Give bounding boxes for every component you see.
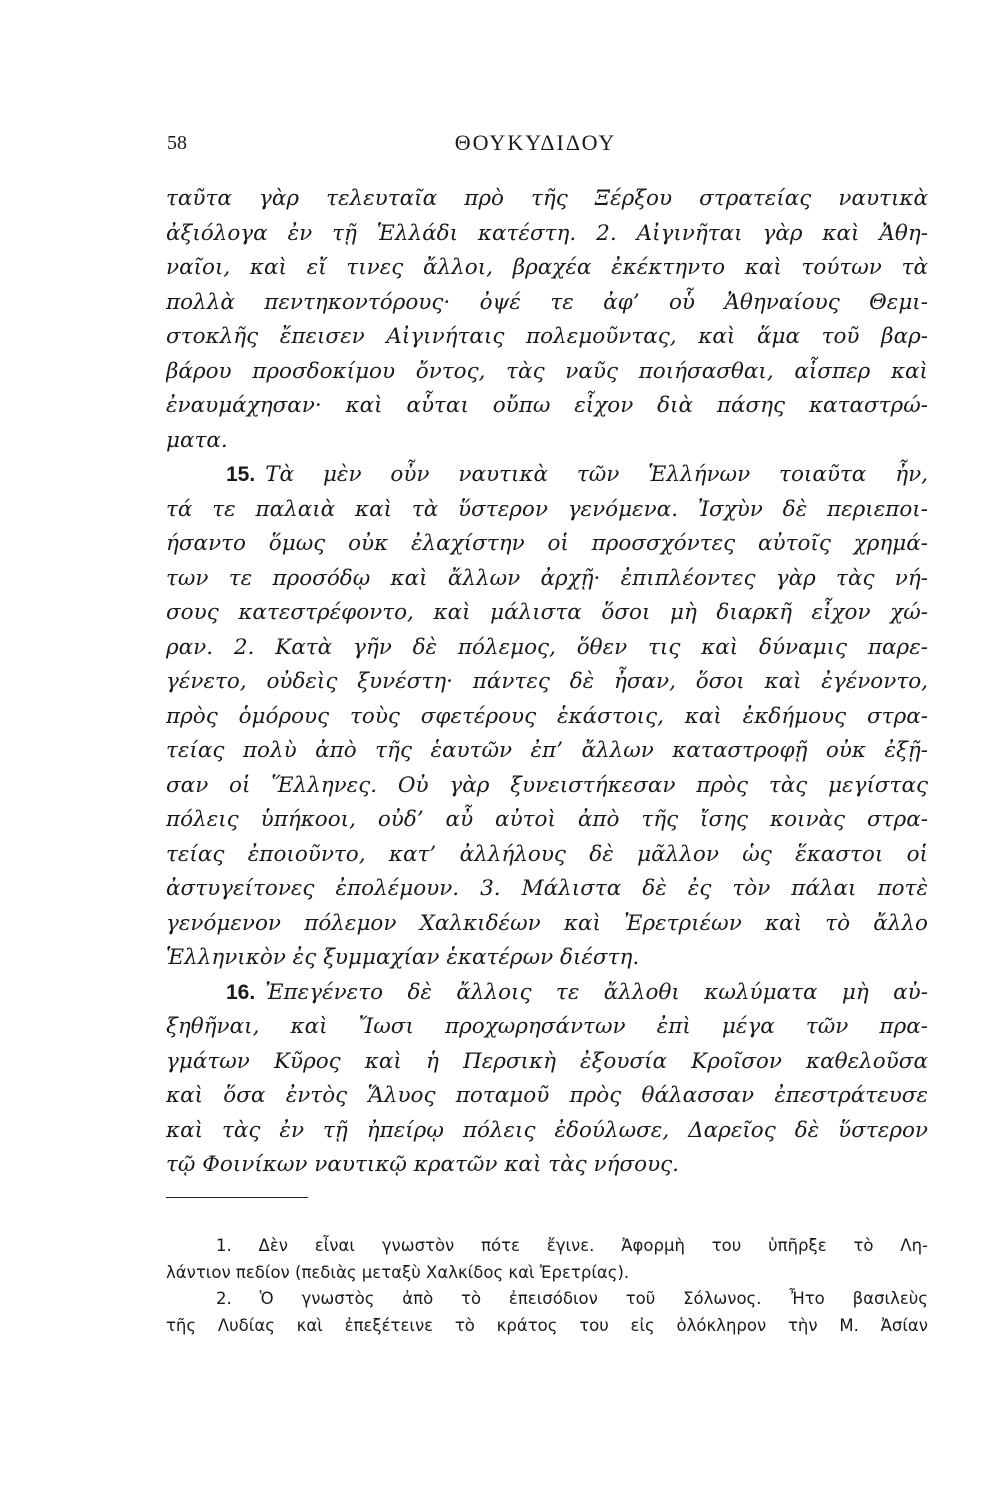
text-line: πρὸς ὁμόρους τοὺς σφετέρους ἑκάστοις, καὶ ἐκδήμους στρα- xyxy=(166,703,928,729)
text-line: τά τε παλαιὰ καὶ τὰ ὕστερον γενόμενα. Ἰσχὺν δὲ περιεποι- xyxy=(166,496,928,522)
text-line: πολλὰ πεντηκοντόρους· ὀψέ τε ἀφ’ οὗ Ἀθηναίους Θεμι- xyxy=(166,289,928,315)
section-15-first-line xyxy=(166,458,928,493)
footnote-line: 1. Δὲν εἶναι γνωστὸν πότε ἔγινε. Ἀφορμὴ του ὑπῆρξε τὸ Λη- xyxy=(216,1236,928,1255)
text-line: ἐναυμάχησαν· καὶ αὗται οὔπω εἶχον διὰ πάσης καταστρώ- xyxy=(166,393,928,418)
page-number: 58 xyxy=(167,132,187,154)
text-line: Ἑλληνικὸν ἐς ξυμμαχίαν ἑκατέρων διέστη. xyxy=(166,945,640,970)
text-line: ήσαντο ὅμως οὐκ ἐλαχίστην οἱ προσσχόντες αὐτοῖς χρημά- xyxy=(166,531,928,556)
text-line: σους κατεστρέφοντο, καὶ μάλιστα ὅσοι μὴ διαρκῆ εἶχον χώ- xyxy=(166,600,928,625)
text-line: γενόμενον πόλεμον Χαλκιδέων καὶ Ἐρετριέων καὶ τὸ ἄλλο xyxy=(166,910,928,936)
text-line: γμάτων Κῦρος καὶ ἡ Περσικὴ ἐξουσία Κροῖσον καθελοῦσα xyxy=(166,1048,928,1074)
text-line: γένετο, οὐδεὶς ξυνέστη· πάντες δὲ ἦσαν, ὅσοι καὶ ἐγένοντο, xyxy=(166,669,928,694)
text-line: στοκλῆς ἔπεισεν Αἰγινήταις πολεμοῦντας, καὶ ἅμα τοῦ βαρ- xyxy=(166,324,928,349)
text-line: τείας πολὺ ἀπὸ τῆς ἑαυτῶν ἐπ’ ἄλλων καταστροφῇ οὐκ ἐξῇ- xyxy=(166,738,928,763)
text-line: τῷ Φοινίκων ναυτικῷ κρατῶν καὶ τὰς νήσους. xyxy=(166,1152,680,1177)
running-title: ΘΟΥΚΥΔΙΔΟΥ xyxy=(454,130,617,155)
text-line: των τε προσόδῳ καὶ ἄλλων ἀρχῇ· ἐπιπλέοντες γὰρ τὰς νή- xyxy=(166,565,928,591)
footnotes xyxy=(166,1233,928,1339)
text-line: ματα. xyxy=(166,427,228,453)
text-line: τείας ἐποιοῦντο, κατ’ ἀλλήλους δὲ μᾶλλον ὡς ἕκαστοι οἱ xyxy=(166,841,928,867)
section-16-first-line xyxy=(166,976,928,1011)
text-line: ταῦτα γὰρ τελευταῖα πρὸ τῆς Ξέρξου στρατείας ναυτικὰ xyxy=(166,186,928,211)
section-number-16: 16. xyxy=(226,980,256,1004)
section-16-opening: Ἐπεγένετο δὲ ἄλλοις τε ἄλλοθι κωλύματα μὴ αὐ- xyxy=(265,979,928,1005)
text-line: ναῖοι, καὶ εἴ τινες ἄλλοι, βραχέα ἐκέκτηντο καὶ τούτων τὰ xyxy=(166,255,928,280)
text-line: βάρου προσδοκίμου ὄντος, τὰς ναῦς ποιήσασθαι, αἷσπερ καὶ xyxy=(166,358,928,384)
text-line: ἀξιόλογα ἐν τῇ Ἑλλάδι κατέστη. 2. Αἰγινῆται γὰρ καὶ Ἀθη- xyxy=(166,220,928,246)
text-line: ραν. 2. Κατὰ γῆν δὲ πόλεμος, ὅθεν τις καὶ δύναμις παρε- xyxy=(166,634,928,660)
section-15-opening: Τὰ μὲν οὖν ναυτικὰ τῶν Ἑλλήνων τοιαῦτα ἦν, xyxy=(265,462,928,487)
footnote-line: τῆς Λυδίας καὶ ἐπεξέτεινε τὸ κράτος του εἰς ὁλόκληρον τὴν Μ. Ἀσίαν xyxy=(166,1315,928,1335)
text-line: καὶ ὅσα ἐντὸς Ἅλυος ποταμοῦ πρὸς θάλασσαν ἐπεστράτευσε xyxy=(166,1083,928,1108)
text-line: καὶ τὰς ἐν τῇ ἠπείρῳ πόλεις ἐδούλωσε, Δαρεῖος δὲ ὕστερον xyxy=(166,1117,928,1143)
main-text xyxy=(166,182,928,1183)
text-line: σαν οἱ Ἕλληνες. Οὐ γὰρ ξυνειστήκεσαν πρὸς τὰς μεγίστας xyxy=(166,772,928,798)
text-line: ξηθῆναι, καὶ Ἴωσι προχωρησάντων ἐπὶ μέγα τῶν πρα- xyxy=(166,1014,928,1039)
footnote-rule xyxy=(166,1197,308,1198)
footnote-line: 2. Ὁ γνωστὸς ἀπὸ τὸ ἐπεισόδιον τοῦ Σόλωνος. Ἦτο βασιλεὺς xyxy=(216,1289,928,1308)
text-line: πόλεις ὑπήκοοι, οὐδ’ αὖ αὐτοὶ ἀπὸ τῆς ἴσης κοινὰς στρα- xyxy=(166,807,928,832)
footnote-line: λάντιον πεδίον (πεδιὰς μεταξὺ Χαλκίδος καὶ Ἐρετρίας). xyxy=(166,1262,630,1282)
text-line: ἀστυγείτονες ἐπολέμουν. 3. Μάλιστα δὲ ἐς τὸν πάλαι ποτὲ xyxy=(166,876,928,901)
section-number-15: 15. xyxy=(226,463,256,486)
